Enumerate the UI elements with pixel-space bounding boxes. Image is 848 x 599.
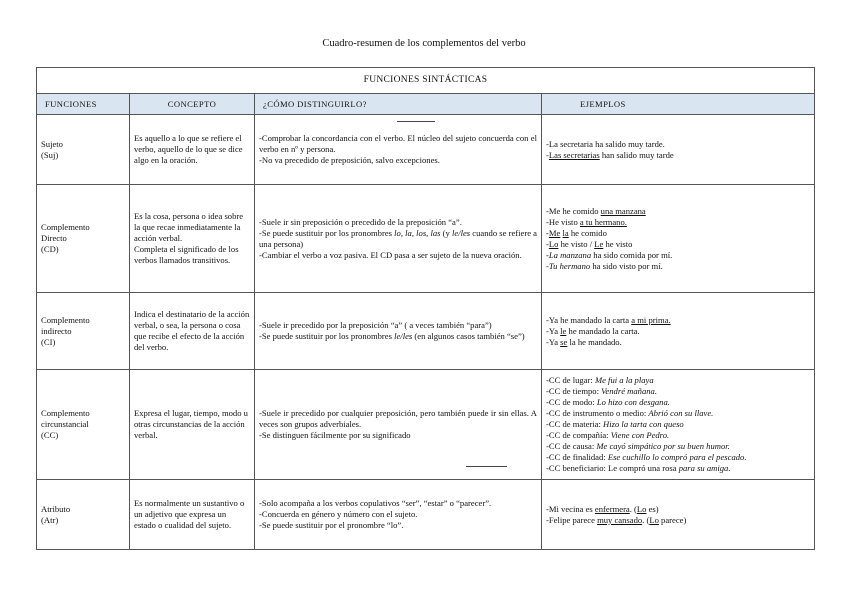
ejemplo-text: -Ya se la he mandado. bbox=[546, 336, 622, 347]
distinguir-cell bbox=[255, 115, 542, 185]
ejemplo-text: -Felipe parece muy cansado. (Lo parece) bbox=[546, 514, 687, 525]
funcion-name: circunstancial bbox=[41, 419, 89, 429]
ejemplos-cell bbox=[542, 185, 815, 293]
table-row-ci bbox=[37, 293, 815, 370]
ejemplo-text: -He visto a tu hermano. bbox=[546, 216, 627, 227]
funcion-name: Complemento bbox=[41, 314, 90, 325]
divider bbox=[466, 466, 507, 467]
distinguir-text: -Cambiar el verbo a voz pasiva. El CD pasa a ser sujeto de la nueva oración. bbox=[259, 249, 522, 260]
concepto-text: Es normalmente un sustantivo o un adjetivo que expresa un estado o cualidad del sujeto. bbox=[134, 498, 245, 530]
ejemplos-cell bbox=[542, 370, 815, 480]
distinguir-cell bbox=[255, 370, 542, 480]
column-header-row bbox=[37, 94, 815, 115]
ejemplo-text: -CC de causa: Me cayó simpático por su buen humor. bbox=[546, 441, 730, 451]
ejemplo-text: -CC de lugar: Me fui a la playa bbox=[546, 375, 654, 385]
funcion-cell bbox=[37, 115, 130, 185]
column-header-funciones: FUNCIONES bbox=[37, 94, 130, 115]
distinguir-text: -Suele ir precedido por cualquier preposición, pero también puede ir sin ellas. A veces son grupos adverbiales. bbox=[259, 408, 537, 429]
concepto-text: Expresa el lugar, tiempo, modo u otras circunstancias de la acción verbal. bbox=[134, 408, 248, 440]
ejemplo-text: -CC de compañía: Viene con Pedro. bbox=[546, 430, 670, 440]
functions-table bbox=[36, 67, 815, 550]
funcion-name: Complemento bbox=[41, 222, 90, 232]
funcion-cell bbox=[37, 185, 130, 293]
ejemplo-text: -Ya he mandado la carta a mi prima. bbox=[546, 314, 671, 325]
column-header-distinguir: ¿CÓMO DISTINGUIRLO? bbox=[255, 94, 542, 115]
concepto-text: Es aquello a lo que se refiere el verbo, aquello de lo que se dice algo en la oración. bbox=[134, 133, 243, 165]
distinguir-text: -Se puede sustituir por el pronombre “lo”. bbox=[259, 520, 404, 530]
funcion-name: Directo bbox=[41, 233, 67, 243]
span-header: FUNCIONES SINTÁCTICAS bbox=[37, 68, 815, 94]
ejemplo-text: -Lo he visto / Le he visto bbox=[546, 238, 633, 249]
funcion-name: indirecto bbox=[41, 325, 72, 336]
distinguir-text: -Suele ir sin preposición o precedido de la preposición “a”. bbox=[259, 216, 462, 227]
ejemplo-text: -CC beneficiario: Le compró una rosa para su amiga. bbox=[546, 463, 731, 473]
concepto-text: Indica el destinatario de la acción verbal, o sea, la persona o cosa que recibe el efecto de la acción del verbo. bbox=[134, 309, 250, 352]
concepto-text: Completa el significado de los verbos llamados transitivos. bbox=[134, 244, 239, 265]
distinguir-cell bbox=[255, 293, 542, 370]
concepto-text: Es la cosa, persona o idea sobre la que recae inmediatamente la acción verbal. bbox=[134, 211, 244, 243]
funcion-cell bbox=[37, 370, 130, 480]
ejemplos-cell bbox=[542, 293, 815, 370]
distinguir-cell bbox=[255, 480, 542, 550]
funcion-abbr: (CC) bbox=[41, 430, 59, 440]
column-header-ejemplos: EJEMPLOS bbox=[542, 94, 815, 115]
ejemplo-text: -La manzana ha sido comida por mí. bbox=[546, 249, 673, 260]
ejemplo-text: -Las secretarias han salido muy tarde bbox=[546, 149, 674, 160]
table-row-atributo bbox=[37, 480, 815, 550]
ejemplos-cell bbox=[542, 115, 815, 185]
distinguir-text: -Se puede sustituir por los pronombres le/les (en algunos casos también “se”) bbox=[259, 331, 525, 341]
funcion-abbr: (Atr) bbox=[41, 514, 59, 525]
distinguir-text: -Suele ir precedido por la preposición “a” ( a veces también “para”) bbox=[259, 320, 492, 330]
table-row-sujeto bbox=[37, 115, 815, 185]
ejemplo-text: -Mi vecina es enfermera. (Lo es) bbox=[546, 503, 659, 514]
distinguir-text: -Solo acompaña a los verbos copulativos “ser”, “estar” o “parecer”. bbox=[259, 498, 492, 508]
funcion-name: Sujeto bbox=[41, 138, 63, 149]
ejemplo-text: -Me he comido una manzana bbox=[546, 205, 646, 216]
ejemplo-text: -CC de instrumento o medio: Abrió con su llave. bbox=[546, 408, 714, 418]
concepto-cell bbox=[130, 370, 255, 480]
funcion-cell bbox=[37, 293, 130, 370]
distinguir-text: -Concuerda en género y número con el sujeto. bbox=[259, 509, 418, 519]
distinguir-text: -Se distinguen fácilmente por su significado bbox=[259, 430, 411, 440]
funcion-name: Atributo bbox=[41, 503, 71, 514]
document-title: Cuadro-resumen de los complementos del verbo bbox=[322, 38, 526, 49]
table-row-cc bbox=[37, 370, 815, 480]
ejemplo-text: -Tu hermano ha sido visto por mí. bbox=[546, 260, 663, 271]
funcion-name: Complemento bbox=[41, 408, 90, 418]
concepto-cell bbox=[130, 115, 255, 185]
funcion-abbr: (Suj) bbox=[41, 149, 59, 160]
divider bbox=[397, 121, 435, 122]
concepto-cell bbox=[130, 185, 255, 293]
ejemplo-text: -CC de materia: Hizo la tarta con queso bbox=[546, 419, 684, 429]
table-row-cd bbox=[37, 185, 815, 293]
ejemplo-text: -Me la he comido bbox=[546, 227, 607, 238]
column-header-concepto: CONCEPTO bbox=[130, 94, 255, 115]
ejemplos-cell bbox=[542, 480, 815, 550]
distinguir-text: -Se puede sustituir por los pronombres lo, la, los, las (y le/les cuando se refiere a una persona) bbox=[259, 227, 537, 249]
funcion-abbr: (CI) bbox=[41, 336, 56, 347]
distinguir-text: -No va precedido de preposición, salvo excepciones. bbox=[259, 155, 440, 165]
funcion-cell bbox=[37, 480, 130, 550]
ejemplo-text: -La secretaria ha salido muy tarde. bbox=[546, 138, 665, 149]
funcion-abbr: (CD) bbox=[41, 244, 59, 254]
ejemplo-text: -CC de modo: Lo hizo con desgana. bbox=[546, 397, 670, 407]
distinguir-text: -Comprobar la concordancia con el verbo. El núcleo del sujeto concuerda con el verbo en nº y persona. bbox=[259, 133, 537, 154]
concepto-cell bbox=[130, 293, 255, 370]
ejemplo-text: -Ya le he mandado la carta. bbox=[546, 325, 640, 336]
distinguir-cell bbox=[255, 185, 542, 293]
concepto-cell bbox=[130, 480, 255, 550]
ejemplo-text: -CC de tiempo: Vendré mañana. bbox=[546, 386, 657, 396]
ejemplo-text: -CC de finalidad: Ese cuchillo lo compró para el pescado. bbox=[546, 452, 747, 462]
